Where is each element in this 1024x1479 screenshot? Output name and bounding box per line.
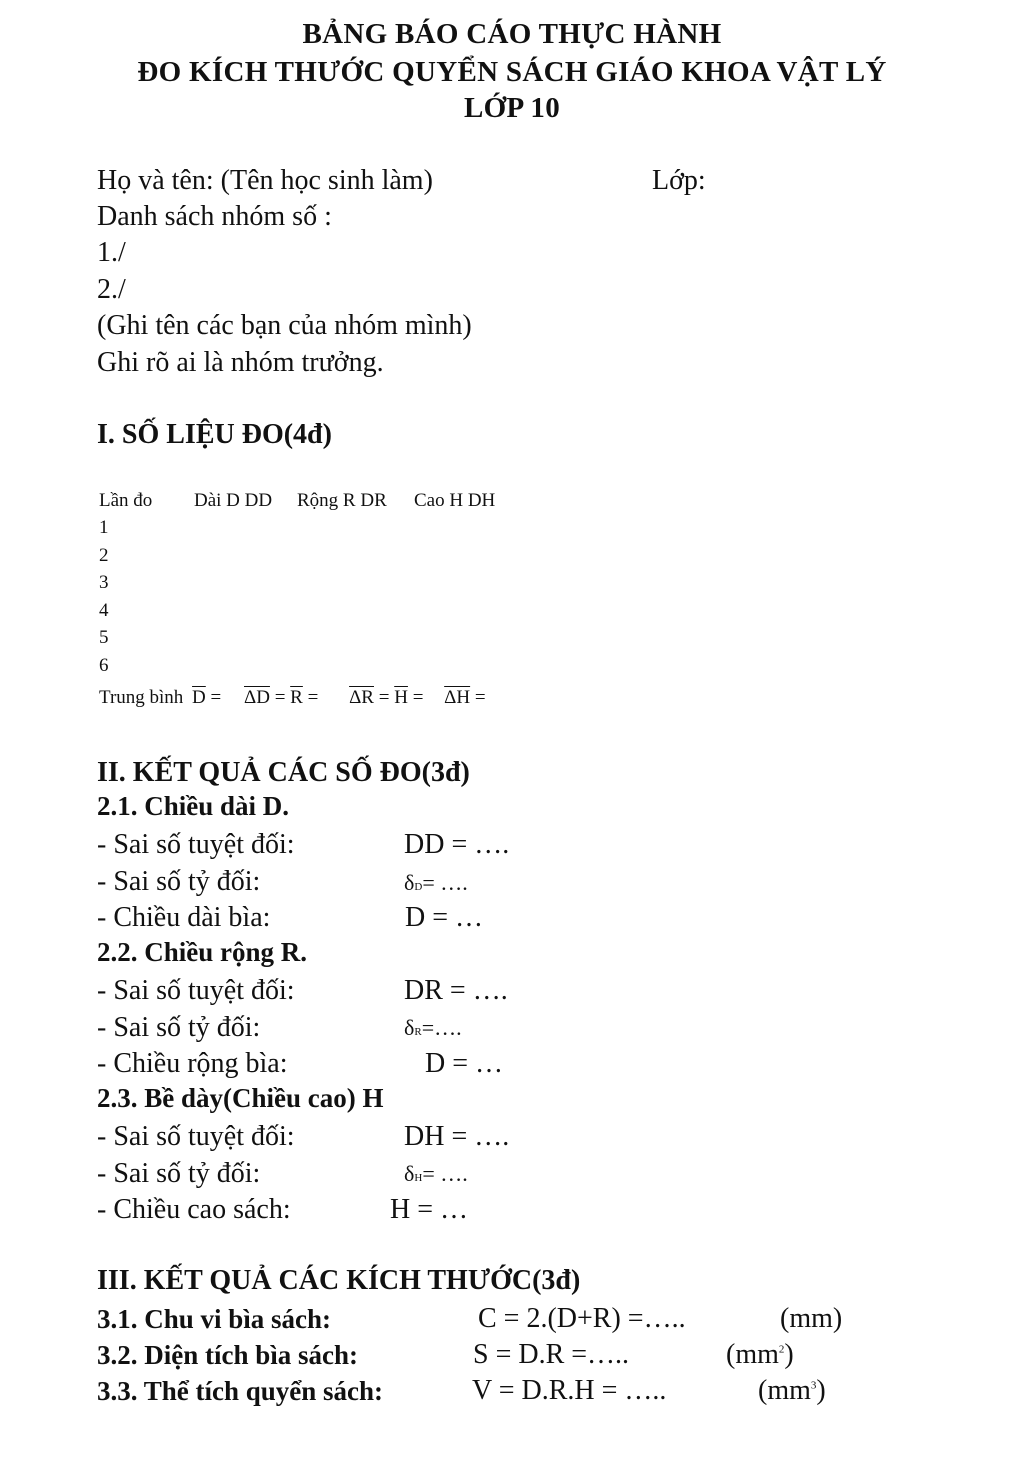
width-abs-error-value: DR = …. (404, 975, 508, 1006)
group-note: (Ghi tên các bạn của nhóm mình) (97, 310, 472, 341)
equals-sign: = (210, 687, 222, 708)
area-label: 3.2. Diện tích bìa sách: (97, 1340, 359, 1370)
volume-unit-base: (mm (758, 1375, 811, 1406)
perimeter-label: 3.1. Chu vi bìa sách: (97, 1304, 332, 1334)
equals-sign: = (474, 687, 486, 708)
subsection-height-title: 2.3. Bề dày(Chiều cao) H (97, 1083, 384, 1113)
rel-error-value: = …. (422, 1161, 468, 1186)
height-result-value: H = … (390, 1194, 469, 1225)
delta-subscript: H (414, 1172, 423, 1184)
length-abs-error-label: - Sai số tuyệt đối: (97, 829, 295, 860)
equals-sign: = (274, 687, 286, 708)
group-member-1: 1./ (97, 237, 126, 268)
delta-subscript: R (414, 1026, 422, 1038)
height-abs-error-value: DH = …. (404, 1121, 510, 1152)
leader-note: Ghi rõ ai là nhóm trưởng. (97, 347, 384, 378)
height-abs-error-label: - Sai số tuyệt đối: (97, 1121, 295, 1152)
volume-label: 3.3. Thể tích quyển sách: (97, 1376, 384, 1406)
equals-sign: = (378, 687, 390, 708)
delta-symbol: δ (404, 870, 415, 895)
height-rel-error-value (404, 1161, 468, 1187)
report-subtitle: ĐO KÍCH THƯỚC QUYỂN SÁCH GIÁO KHOA VẬT LÝ (137, 56, 887, 88)
area-unit-close: ) (784, 1339, 794, 1370)
width-result-label: - Chiều rộng bìa: (97, 1048, 288, 1079)
report-title: BẢNG BÁO CÁO THỰC HÀNH (302, 18, 722, 50)
section-2-heading: II. KẾT QUẢ CÁC SỐ ĐO(3đ) (97, 757, 470, 788)
delta-subscript: D (414, 881, 423, 893)
avg-height-error: $\overline{\Delta H}$ (444, 687, 471, 708)
group-list-label: Danh sách nhóm số : (97, 201, 332, 232)
volume-unit-exponent: 3 (810, 1379, 817, 1392)
report-grade: LỚP 10 (463, 92, 561, 124)
avg-width: $\overline{R}$ (290, 687, 303, 708)
class-label: Lớp: (652, 165, 706, 196)
column-header-height: Cao H DH (414, 490, 496, 511)
avg-height: $\overline{H}$ (394, 687, 408, 708)
subsection-width-title: 2.2. Chiều rộng R. (97, 937, 308, 967)
subsection-length-title: 2.1. Chiều dài D. (97, 791, 290, 821)
delta-symbol: δ (404, 1015, 415, 1040)
volume-unit-close: ) (816, 1375, 826, 1406)
width-result-value: D = … (425, 1048, 504, 1079)
area-unit-base: (mm (726, 1339, 779, 1370)
group-member-2: 2./ (97, 274, 126, 305)
perimeter-formula: C = 2.(D+R) =….. (478, 1303, 686, 1334)
section-3-heading: III. KẾT QUẢ CÁC KÍCH THƯỚC(3đ) (97, 1265, 581, 1296)
volume-unit (758, 1375, 826, 1407)
student-name-line: Họ và tên: (Tên học sinh làm) (97, 165, 433, 196)
width-rel-error-label: - Sai số tỷ đối: (97, 1012, 261, 1043)
length-result-label: - Chiều dài bìa: (97, 902, 271, 933)
rel-error-value: = …. (422, 870, 468, 895)
table-row-number: 4 (99, 600, 109, 621)
height-result-label: - Chiều cao sách: (97, 1194, 291, 1225)
table-row-number: 1 (99, 517, 109, 538)
equals-sign: = (307, 687, 319, 708)
table-row-number: 6 (99, 655, 109, 676)
table-row-number: 5 (99, 627, 109, 648)
table-row-number: 3 (99, 572, 109, 593)
column-header-length: Dài D DD (194, 490, 273, 511)
rel-error-value: =…. (421, 1015, 462, 1040)
avg-length-error: $\overline{\Delta D}$ (244, 687, 270, 708)
length-abs-error-value: DD = …. (404, 829, 510, 860)
width-rel-error-value (404, 1015, 462, 1041)
delta-symbol: δ (404, 1161, 415, 1186)
width-abs-error-label: - Sai số tuyệt đối: (97, 975, 295, 1006)
equals-sign: = (412, 687, 424, 708)
length-rel-error-value (404, 870, 468, 896)
area-unit-exponent: 2 (778, 1343, 785, 1356)
area-unit (726, 1339, 794, 1371)
average-row (99, 687, 486, 709)
section-1-heading: I. SỐ LIỆU ĐO(4đ) (97, 419, 332, 450)
average-label: Trung bình (99, 687, 184, 708)
area-formula: S = D.R =….. (473, 1339, 630, 1370)
column-header-trial: Lần đo (99, 490, 153, 511)
table-row-number: 2 (99, 545, 109, 566)
avg-width-error: $\overline{\Delta R}$ (349, 687, 374, 708)
height-rel-error-label: - Sai số tỷ đối: (97, 1158, 261, 1189)
column-header-width: Rộng R DR (297, 490, 387, 511)
length-rel-error-label: - Sai số tỷ đối: (97, 866, 261, 897)
perimeter-unit: (mm) (780, 1303, 843, 1334)
avg-length: $\overline{D}$ (192, 687, 206, 708)
length-result-value: D = … (405, 902, 484, 933)
volume-formula: V = D.R.H = ….. (472, 1375, 667, 1406)
